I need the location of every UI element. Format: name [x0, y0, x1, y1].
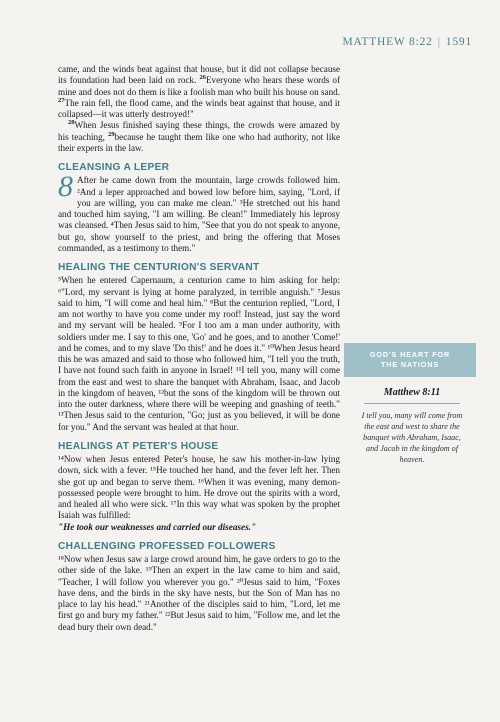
verse-29-text: because he taught them like one who had authority, not like their experts in the law. — [58, 131, 340, 153]
section-heading-followers: CHALLENGING PROFESSED FOLLOWERS — [58, 540, 276, 552]
peter-paragraph: ¹⁴Now when Jesus entered Peter's house, he saw his mother-in-law lying down, sick with a fever. ¹⁵He touched her hand, and the fever left her. Then she got up and began to serve them. ¹⁶When it was evening, many demon-possessed people were brought to him. He drove out the spirits with a word, and healed all who were sick. ¹⁷In this way what was spoken by the prophet Isaiah was fulfilled: — [58, 454, 340, 521]
section-heading-centurion: HEALING THE CENTURION'S SERVANT — [58, 262, 260, 273]
verse-number: 26 — [199, 74, 206, 82]
sidebar-quote-text: I tell you, many will come from the east and west to share the banquet with Abraham, Isaac, and Jacob in the kingdom of heaven. — [361, 411, 463, 464]
opening-text-2: Everyone who hears these words of mine and does not do them is like a foolish man who built his house on sand. — [58, 75, 341, 97]
sidebar-banner — [344, 343, 476, 377]
section-heading-peter: HEALINGS AT PETER'S HOUSE — [58, 440, 219, 452]
main-text-column — [58, 64, 340, 633]
verse-number: 28 — [68, 119, 75, 127]
opening-paragraph — [58, 64, 340, 120]
verse-number: 27 — [58, 96, 65, 104]
sidebar-callout — [358, 387, 466, 465]
section-heading-leper: CLEANSING A LEPER — [58, 162, 170, 173]
running-head-book: MATTHEW 8:22 — [342, 36, 433, 48]
leper-text: After he came down from the mountain, large crowds followed him. ²And a leper approached and bowed low before him, saying, "Lord, if you are willing, you can make me clean." ³He stretched out his hand and touched him saying, "I am willing. Be clean!" Immediately his leprosy was cleansed. ⁴Then Jesus said to him, "See that you do not speak to anyone, but go, show yourself to the priest, and bring the offering that Moses commanded, as a testimony to them." — [58, 175, 340, 253]
running-head-separator: | — [437, 36, 441, 48]
centurion-paragraph: ⁵When he entered Capernaum, a centurion came to him asking for help: ⁶"Lord, my servant is lying at home paralyzed, in terrible anguish." ⁷Jesus said to him, "I will come and heal him." ⁸But the centurion replied, "Lord, I am not worthy to have you come under my roof! Instead, just say the word and my servant will be healed. ⁹For I too am a man under authority, with soldiers under me. I say to this one, 'Go' and he goes, and to another 'Come!' and he comes, and to my slave 'Do this!' and he does it." ¹⁰When Jesus heard this he was amazed and said to those who followed him, "I tell you the truth, I have not found such faith in anyone in Israel! ¹¹I tell you, many will come from the east and west to share the banquet with Abraham, Isaac, and Jacob in the kingdom of heaven, ¹²but the sons of the kingdom will be thrown out into the outer darkness, where there will be weeping and gnashing of teeth." ¹³Then Jesus said to the centurion, "Go; just as you believed, it will be done for you." And the servant was healed at that hour. — [58, 275, 340, 432]
verse-number: 29 — [108, 130, 115, 138]
sidebar-reference: Matthew 8:11 — [383, 387, 441, 398]
followers-paragraph: ¹⁸Now when Jesus saw a large crowd around him, he gave orders to go to the other side of the lake. ¹⁹Then an expert in the law came to him and said, "Teacher, I will follow you wherever you go." ²⁰Jesus said to him, "Foxes have dens, and the birds in the sky have nests, but the Son of Man has no place to lay his head." ²¹Another of the disciples said to him, "Lord, let me first go and bury my father." ²²But Jesus said to him, "Follow me, and let the dead bury their own dead." — [58, 554, 340, 632]
opening-text-1: came, and the winds beat against that house, but it did not collapse because its foundation had been laid on rock. — [58, 64, 340, 86]
sidebar-divider — [364, 403, 460, 404]
sidebar-banner-line-2: THE NATIONS — [380, 360, 440, 369]
verse-28-paragraph — [58, 120, 340, 154]
opening-text-3: The rain fell, the flood came, and the winds beat against that house, and it collapsed—it was utterly destroyed!" — [58, 97, 340, 119]
running-head-page-number: 1591 — [445, 36, 472, 48]
chapter-number-dropcap: 8 — [58, 170, 73, 204]
verse-28-text: When Jesus finished saying these things, the crowds were amazed by his teaching, — [58, 120, 340, 142]
sidebar-banner-line-1: GOD'S HEART FOR — [369, 350, 451, 359]
leper-paragraph — [58, 170, 340, 254]
isaiah-quote: "He took our weaknesses and carried our diseases." — [58, 521, 257, 532]
running-head — [342, 36, 472, 48]
